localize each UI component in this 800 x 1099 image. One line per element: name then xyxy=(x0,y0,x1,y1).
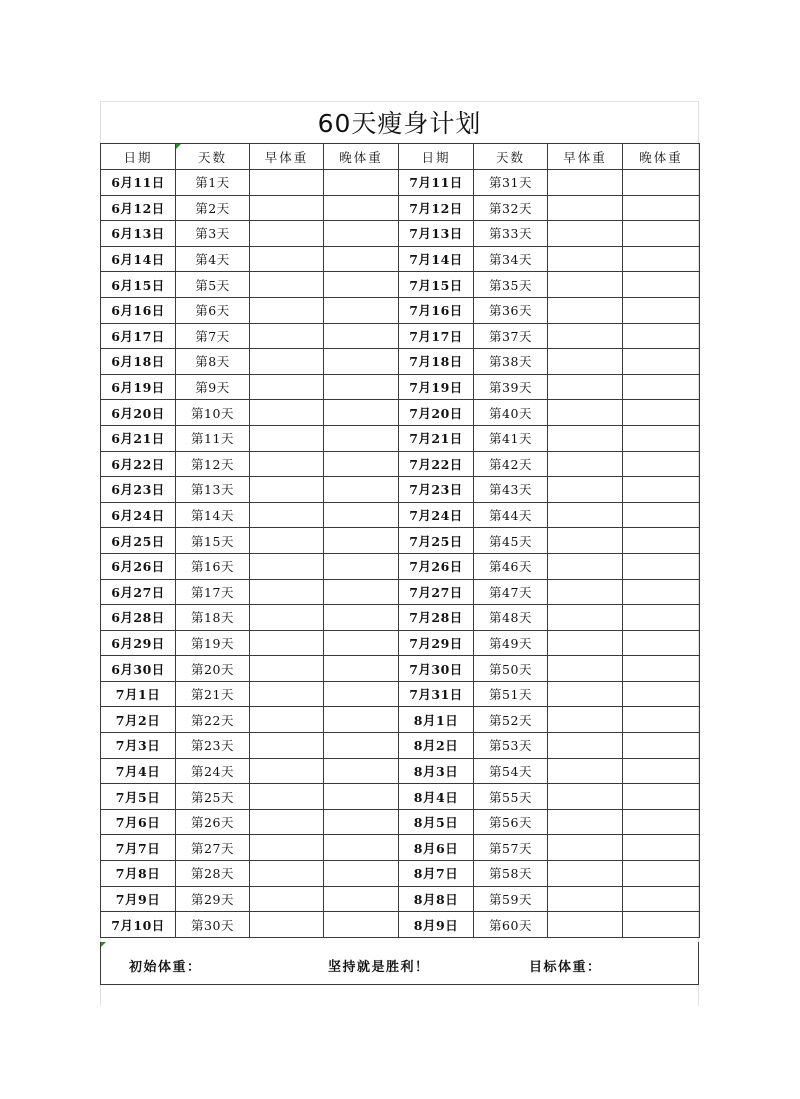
cell-day-left[interactable]: 第20天 xyxy=(176,656,250,682)
cell-day-right[interactable]: 第37天 xyxy=(474,323,548,349)
table-row xyxy=(101,528,700,554)
cell-day-left[interactable]: 第17天 xyxy=(176,579,250,605)
cell-evening-weight-left[interactable] xyxy=(324,912,399,938)
cell-morning-weight-right[interactable] xyxy=(548,553,623,579)
table-row xyxy=(101,553,700,579)
cell-evening-weight-right[interactable] xyxy=(623,323,700,349)
cell-morning-weight-right[interactable] xyxy=(548,246,623,272)
cell-evening-weight-left[interactable] xyxy=(324,323,399,349)
cell-morning-weight-right[interactable] xyxy=(548,425,623,451)
cell-evening-weight-right[interactable] xyxy=(623,400,700,426)
cell-evening-weight-right[interactable] xyxy=(623,297,700,323)
table-body xyxy=(101,170,700,938)
cell-evening-weight-right[interactable] xyxy=(623,374,700,400)
cell-evening-weight-left[interactable] xyxy=(324,630,399,656)
cell-evening-weight-right[interactable] xyxy=(623,707,700,733)
cell-day-right[interactable]: 第53天 xyxy=(474,733,548,759)
cell-morning-weight-right[interactable] xyxy=(548,195,623,221)
cell-day-left[interactable]: 第3天 xyxy=(176,221,250,247)
cell-date-right[interactable]: 8月2日 xyxy=(399,733,474,759)
cell-day-right[interactable]: 第35天 xyxy=(474,272,548,298)
cell-date-left[interactable]: 6月30日 xyxy=(101,656,176,682)
cell-evening-weight-left[interactable] xyxy=(324,681,399,707)
cell-evening-weight-left[interactable] xyxy=(324,451,399,477)
cell-morning-weight-left[interactable] xyxy=(250,528,324,554)
cell-morning-weight-right[interactable] xyxy=(548,886,623,912)
cell-date-left[interactable]: 6月23日 xyxy=(101,477,176,503)
table-row xyxy=(101,809,700,835)
cell-morning-weight-left[interactable] xyxy=(250,374,324,400)
table-row xyxy=(101,425,700,451)
cell-morning-weight-right[interactable] xyxy=(548,656,623,682)
cell-evening-weight-right[interactable] xyxy=(623,246,700,272)
cell-morning-weight-left[interactable] xyxy=(250,758,324,784)
cell-day-left[interactable]: 第4天 xyxy=(176,246,250,272)
cell-day-left[interactable]: 第27天 xyxy=(176,835,250,861)
cell-day-right[interactable]: 第45天 xyxy=(474,528,548,554)
cell-morning-weight-left[interactable] xyxy=(250,349,324,375)
cell-evening-weight-right[interactable] xyxy=(623,477,700,503)
cell-morning-weight-right[interactable] xyxy=(548,809,623,835)
cell-evening-weight-right[interactable] xyxy=(623,733,700,759)
cell-evening-weight-right[interactable] xyxy=(623,579,700,605)
cell-morning-weight-right[interactable] xyxy=(548,758,623,784)
table-row xyxy=(101,502,700,528)
cell-date-right[interactable]: 8月8日 xyxy=(399,886,474,912)
cell-day-left[interactable]: 第19天 xyxy=(176,630,250,656)
cell-morning-weight-left[interactable] xyxy=(250,861,324,887)
cell-morning-weight-left[interactable] xyxy=(250,400,324,426)
cell-morning-weight-left[interactable] xyxy=(250,707,324,733)
comment-marker-icon[interactable] xyxy=(176,144,181,149)
cell-date-right[interactable]: 7月26日 xyxy=(399,553,474,579)
cell-day-right[interactable]: 第54天 xyxy=(474,758,548,784)
cell-evening-weight-right[interactable] xyxy=(623,681,700,707)
header-evening-weight-right[interactable]: 晚体重 xyxy=(623,144,700,170)
cell-date-right[interactable]: 7月23日 xyxy=(399,477,474,503)
cell-morning-weight-right[interactable] xyxy=(548,630,623,656)
table-row xyxy=(101,861,700,887)
cell-day-right[interactable]: 第58天 xyxy=(474,861,548,887)
cell-evening-weight-left[interactable] xyxy=(324,809,399,835)
cell-evening-weight-left[interactable] xyxy=(324,297,399,323)
cell-date-left[interactable]: 6月27日 xyxy=(101,579,176,605)
cell-day-left[interactable]: 第28天 xyxy=(176,861,250,887)
cell-morning-weight-right[interactable] xyxy=(548,477,623,503)
cell-date-left[interactable]: 6月18日 xyxy=(101,349,176,375)
cell-morning-weight-left[interactable] xyxy=(250,886,324,912)
cell-date-right[interactable]: 7月15日 xyxy=(399,272,474,298)
cell-day-right[interactable]: 第52天 xyxy=(474,707,548,733)
cell-day-left[interactable]: 第7天 xyxy=(176,323,250,349)
cell-evening-weight-right[interactable] xyxy=(623,272,700,298)
cell-morning-weight-left[interactable] xyxy=(250,656,324,682)
cell-evening-weight-right[interactable] xyxy=(623,349,700,375)
cell-morning-weight-right[interactable] xyxy=(548,861,623,887)
cell-day-right[interactable]: 第50天 xyxy=(474,656,548,682)
cell-date-left[interactable]: 7月4日 xyxy=(101,758,176,784)
cell-evening-weight-left[interactable] xyxy=(324,502,399,528)
cell-morning-weight-right[interactable] xyxy=(548,400,623,426)
cell-morning-weight-left[interactable] xyxy=(250,272,324,298)
cell-date-right[interactable]: 7月18日 xyxy=(399,349,474,375)
cell-day-left[interactable]: 第15天 xyxy=(176,528,250,554)
cell-date-right[interactable]: 7月22日 xyxy=(399,451,474,477)
cell-day-right[interactable]: 第49天 xyxy=(474,630,548,656)
cell-date-right[interactable]: 7月20日 xyxy=(399,400,474,426)
cell-date-left[interactable]: 6月14日 xyxy=(101,246,176,272)
cell-date-left[interactable]: 6月24日 xyxy=(101,502,176,528)
cell-morning-weight-left[interactable] xyxy=(250,681,324,707)
cell-day-left[interactable]: 第23天 xyxy=(176,733,250,759)
cell-evening-weight-right[interactable] xyxy=(623,221,700,247)
cell-evening-weight-right[interactable] xyxy=(623,195,700,221)
cell-evening-weight-left[interactable] xyxy=(324,221,399,247)
cell-day-right[interactable]: 第42天 xyxy=(474,451,548,477)
header-date-right[interactable]: 日期 xyxy=(399,144,474,170)
summary-footer[interactable] xyxy=(100,942,699,985)
cell-date-right[interactable]: 7月17日 xyxy=(399,323,474,349)
cell-day-left[interactable]: 第26天 xyxy=(176,809,250,835)
cell-evening-weight-left[interactable] xyxy=(324,656,399,682)
cell-evening-weight-right[interactable] xyxy=(623,835,700,861)
cell-day-left[interactable]: 第30天 xyxy=(176,912,250,938)
cell-date-right[interactable]: 7月31日 xyxy=(399,681,474,707)
cell-date-left[interactable]: 7月5日 xyxy=(101,784,176,810)
cell-date-left[interactable]: 6月15日 xyxy=(101,272,176,298)
cell-date-right[interactable]: 8月5日 xyxy=(399,809,474,835)
cell-date-right[interactable]: 7月12日 xyxy=(399,195,474,221)
cell-morning-weight-right[interactable] xyxy=(548,374,623,400)
cell-evening-weight-left[interactable] xyxy=(324,374,399,400)
cell-evening-weight-left[interactable] xyxy=(324,195,399,221)
table-row xyxy=(101,835,700,861)
cell-date-right[interactable]: 7月24日 xyxy=(399,502,474,528)
cell-evening-weight-left[interactable] xyxy=(324,477,399,503)
cell-day-left[interactable]: 第13天 xyxy=(176,477,250,503)
cell-date-left[interactable]: 6月11日 xyxy=(101,170,176,196)
cell-morning-weight-left[interactable] xyxy=(250,246,324,272)
cell-date-left[interactable]: 7月1日 xyxy=(101,681,176,707)
cell-evening-weight-right[interactable] xyxy=(623,758,700,784)
cell-day-left[interactable]: 第12天 xyxy=(176,451,250,477)
comment-marker-icon[interactable] xyxy=(101,942,106,947)
cell-day-right[interactable]: 第56天 xyxy=(474,809,548,835)
cell-evening-weight-left[interactable] xyxy=(324,528,399,554)
table-row xyxy=(101,886,700,912)
cell-evening-weight-left[interactable] xyxy=(324,170,399,196)
cell-morning-weight-right[interactable] xyxy=(548,579,623,605)
cell-morning-weight-right[interactable] xyxy=(548,502,623,528)
header-row xyxy=(101,144,700,170)
cell-morning-weight-left[interactable] xyxy=(250,195,324,221)
cell-evening-weight-right[interactable] xyxy=(623,886,700,912)
cell-morning-weight-right[interactable] xyxy=(548,681,623,707)
cell-evening-weight-left[interactable] xyxy=(324,400,399,426)
table-row xyxy=(101,707,700,733)
cell-day-left[interactable]: 第25天 xyxy=(176,784,250,810)
cell-date-right[interactable]: 7月11日 xyxy=(399,170,474,196)
cell-day-right[interactable]: 第44天 xyxy=(474,502,548,528)
cell-morning-weight-left[interactable] xyxy=(250,733,324,759)
table-row xyxy=(101,400,700,426)
cell-morning-weight-right[interactable] xyxy=(548,605,623,631)
cell-day-right[interactable]: 第36天 xyxy=(474,297,548,323)
table-row xyxy=(101,758,700,784)
cell-date-right[interactable]: 7月27日 xyxy=(399,579,474,605)
cell-evening-weight-right[interactable] xyxy=(623,528,700,554)
cell-morning-weight-right[interactable] xyxy=(548,733,623,759)
table-row xyxy=(101,170,700,196)
cell-day-left[interactable]: 第2天 xyxy=(176,195,250,221)
header-date-left[interactable]: 日期 xyxy=(101,144,176,170)
cell-evening-weight-left[interactable] xyxy=(324,553,399,579)
table-row xyxy=(101,681,700,707)
cell-date-left[interactable]: 6月28日 xyxy=(101,605,176,631)
cell-day-right[interactable]: 第34天 xyxy=(474,246,548,272)
cell-evening-weight-left[interactable] xyxy=(324,886,399,912)
initial-weight-label: 初始体重： xyxy=(129,960,202,975)
cell-day-right[interactable]: 第31天 xyxy=(474,170,548,196)
target-weight-label: 目标体重： xyxy=(529,960,602,975)
table-row xyxy=(101,246,700,272)
cell-day-right[interactable]: 第60天 xyxy=(474,912,548,938)
cell-morning-weight-right[interactable] xyxy=(548,451,623,477)
cell-morning-weight-right[interactable] xyxy=(548,835,623,861)
cell-day-left[interactable]: 第9天 xyxy=(176,374,250,400)
cell-morning-weight-right[interactable] xyxy=(548,349,623,375)
table-row xyxy=(101,656,700,682)
cell-morning-weight-left[interactable] xyxy=(250,425,324,451)
cell-evening-weight-right[interactable] xyxy=(623,553,700,579)
cell-evening-weight-left[interactable] xyxy=(324,349,399,375)
cell-date-right[interactable]: 7月28日 xyxy=(399,605,474,631)
table-row xyxy=(101,605,700,631)
cell-day-right[interactable]: 第57天 xyxy=(474,835,548,861)
header-day-left[interactable] xyxy=(176,144,250,170)
table-row xyxy=(101,323,700,349)
cell-evening-weight-left[interactable] xyxy=(324,425,399,451)
cell-morning-weight-right[interactable] xyxy=(548,707,623,733)
table-row xyxy=(101,630,700,656)
cell-evening-weight-left[interactable] xyxy=(324,784,399,810)
cell-day-left[interactable]: 第21天 xyxy=(176,681,250,707)
cell-day-left[interactable]: 第22天 xyxy=(176,707,250,733)
cell-date-right[interactable]: 8月3日 xyxy=(399,758,474,784)
cell-day-left[interactable]: 第11天 xyxy=(176,425,250,451)
cell-date-left[interactable]: 6月29日 xyxy=(101,630,176,656)
cell-evening-weight-right[interactable] xyxy=(623,912,700,938)
cell-date-left[interactable]: 7月8日 xyxy=(101,861,176,887)
cell-day-left[interactable]: 第1天 xyxy=(176,170,250,196)
cell-evening-weight-left[interactable] xyxy=(324,605,399,631)
cell-day-right[interactable]: 第32天 xyxy=(474,195,548,221)
cell-evening-weight-right[interactable] xyxy=(623,656,700,682)
cell-morning-weight-left[interactable] xyxy=(250,297,324,323)
table-row xyxy=(101,733,700,759)
cell-morning-weight-left[interactable] xyxy=(250,605,324,631)
page-title: 60天瘦身计划 xyxy=(317,109,482,138)
cell-date-left[interactable]: 7月2日 xyxy=(101,707,176,733)
cell-date-left[interactable]: 6月21日 xyxy=(101,425,176,451)
table-row xyxy=(101,784,700,810)
header-evening-weight-left[interactable]: 晚体重 xyxy=(324,144,399,170)
cell-day-right[interactable]: 第51天 xyxy=(474,681,548,707)
cell-date-right[interactable]: 8月1日 xyxy=(399,707,474,733)
cell-morning-weight-left[interactable] xyxy=(250,630,324,656)
cell-day-left[interactable]: 第24天 xyxy=(176,758,250,784)
cell-day-left[interactable]: 第29天 xyxy=(176,886,250,912)
cell-day-left[interactable]: 第8天 xyxy=(176,349,250,375)
weight-log-table xyxy=(100,143,700,938)
cell-evening-weight-left[interactable] xyxy=(324,835,399,861)
cell-date-right[interactable]: 7月29日 xyxy=(399,630,474,656)
cell-date-left[interactable]: 7月7日 xyxy=(101,835,176,861)
cell-evening-weight-left[interactable] xyxy=(324,246,399,272)
cell-date-right[interactable]: 7月21日 xyxy=(399,425,474,451)
cell-day-right[interactable]: 第55天 xyxy=(474,784,548,810)
cell-morning-weight-left[interactable] xyxy=(250,553,324,579)
cell-morning-weight-left[interactable] xyxy=(250,477,324,503)
cell-morning-weight-right[interactable] xyxy=(548,297,623,323)
cell-date-left[interactable]: 7月3日 xyxy=(101,733,176,759)
table-row xyxy=(101,195,700,221)
cell-day-right[interactable]: 第40天 xyxy=(474,400,548,426)
cell-date-left[interactable]: 6月20日 xyxy=(101,400,176,426)
cell-morning-weight-right[interactable] xyxy=(548,272,623,298)
cell-morning-weight-right[interactable] xyxy=(548,912,623,938)
cell-day-left[interactable]: 第5天 xyxy=(176,272,250,298)
cell-evening-weight-right[interactable] xyxy=(623,784,700,810)
cell-evening-weight-left[interactable] xyxy=(324,272,399,298)
cell-day-right[interactable]: 第59天 xyxy=(474,886,548,912)
cell-morning-weight-left[interactable] xyxy=(250,835,324,861)
cell-day-right[interactable]: 第38天 xyxy=(474,349,548,375)
cell-morning-weight-left[interactable] xyxy=(250,451,324,477)
table-row xyxy=(101,912,700,938)
cell-morning-weight-right[interactable] xyxy=(548,528,623,554)
cell-date-left[interactable]: 6月26日 xyxy=(101,553,176,579)
cell-date-right[interactable]: 8月4日 xyxy=(399,784,474,810)
cell-date-left[interactable]: 6月25日 xyxy=(101,528,176,554)
cell-morning-weight-left[interactable] xyxy=(250,170,324,196)
header-morning-weight-left[interactable]: 早体重 xyxy=(250,144,324,170)
cell-day-left[interactable]: 第10天 xyxy=(176,400,250,426)
table-row xyxy=(101,374,700,400)
cell-morning-weight-left[interactable] xyxy=(250,221,324,247)
cell-evening-weight-right[interactable] xyxy=(623,451,700,477)
cell-day-right[interactable]: 第41天 xyxy=(474,425,548,451)
cell-evening-weight-left[interactable] xyxy=(324,861,399,887)
cell-morning-weight-right[interactable] xyxy=(548,170,623,196)
cell-morning-weight-right[interactable] xyxy=(548,784,623,810)
cell-date-left[interactable]: 6月17日 xyxy=(101,323,176,349)
table-row xyxy=(101,349,700,375)
table-row xyxy=(101,451,700,477)
cell-evening-weight-left[interactable] xyxy=(324,733,399,759)
cell-evening-weight-left[interactable] xyxy=(324,758,399,784)
cell-date-right[interactable]: 7月16日 xyxy=(399,297,474,323)
cell-morning-weight-right[interactable] xyxy=(548,323,623,349)
cell-evening-weight-left[interactable] xyxy=(324,579,399,605)
table-row xyxy=(101,297,700,323)
cell-date-right[interactable]: 7月19日 xyxy=(399,374,474,400)
cell-date-right[interactable]: 8月9日 xyxy=(399,912,474,938)
cell-date-right[interactable]: 7月13日 xyxy=(399,221,474,247)
header-day-right[interactable]: 天数 xyxy=(474,144,548,170)
motto-text: 坚持就是胜利！ xyxy=(328,960,430,975)
cell-morning-weight-left[interactable] xyxy=(250,809,324,835)
cell-day-right[interactable]: 第43天 xyxy=(474,477,548,503)
header-day-left-label: 天数 xyxy=(197,149,227,165)
cell-day-right[interactable]: 第33天 xyxy=(474,221,548,247)
cell-evening-weight-right[interactable] xyxy=(623,502,700,528)
cell-morning-weight-left[interactable] xyxy=(250,912,324,938)
cell-date-left[interactable]: 7月10日 xyxy=(101,912,176,938)
header-morning-weight-right[interactable]: 早体重 xyxy=(548,144,623,170)
cell-date-left[interactable]: 6月22日 xyxy=(101,451,176,477)
cell-day-left[interactable]: 第16天 xyxy=(176,553,250,579)
cell-date-left[interactable]: 6月19日 xyxy=(101,374,176,400)
cell-day-left[interactable]: 第6天 xyxy=(176,297,250,323)
cell-date-left[interactable]: 6月16日 xyxy=(101,297,176,323)
cell-day-right[interactable]: 第39天 xyxy=(474,374,548,400)
cell-date-left[interactable]: 7月6日 xyxy=(101,809,176,835)
cell-day-right[interactable]: 第46天 xyxy=(474,553,548,579)
table-row xyxy=(101,579,700,605)
cell-date-left[interactable]: 6月12日 xyxy=(101,195,176,221)
cell-evening-weight-right[interactable] xyxy=(623,605,700,631)
cell-day-left[interactable]: 第18天 xyxy=(176,605,250,631)
table-row xyxy=(101,477,700,503)
cell-date-right[interactable]: 7月25日 xyxy=(399,528,474,554)
cell-date-right[interactable]: 8月6日 xyxy=(399,835,474,861)
cell-date-right[interactable]: 7月14日 xyxy=(399,246,474,272)
cell-date-right[interactable]: 7月30日 xyxy=(399,656,474,682)
cell-evening-weight-right[interactable] xyxy=(623,425,700,451)
cell-date-right[interactable]: 8月7日 xyxy=(399,861,474,887)
table-row xyxy=(101,221,700,247)
cell-evening-weight-right[interactable] xyxy=(623,861,700,887)
cell-morning-weight-left[interactable] xyxy=(250,579,324,605)
cell-morning-weight-left[interactable] xyxy=(250,323,324,349)
cell-morning-weight-left[interactable] xyxy=(250,784,324,810)
cell-evening-weight-left[interactable] xyxy=(324,707,399,733)
cell-evening-weight-right[interactable] xyxy=(623,809,700,835)
table-row xyxy=(101,272,700,298)
cell-evening-weight-right[interactable] xyxy=(623,630,700,656)
cell-day-left[interactable]: 第14天 xyxy=(176,502,250,528)
cell-morning-weight-right[interactable] xyxy=(548,221,623,247)
cell-date-left[interactable]: 6月13日 xyxy=(101,221,176,247)
cell-day-right[interactable]: 第47天 xyxy=(474,579,548,605)
cell-evening-weight-right[interactable] xyxy=(623,170,700,196)
cell-day-right[interactable]: 第48天 xyxy=(474,605,548,631)
cell-morning-weight-left[interactable] xyxy=(250,502,324,528)
cell-date-left[interactable]: 7月9日 xyxy=(101,886,176,912)
